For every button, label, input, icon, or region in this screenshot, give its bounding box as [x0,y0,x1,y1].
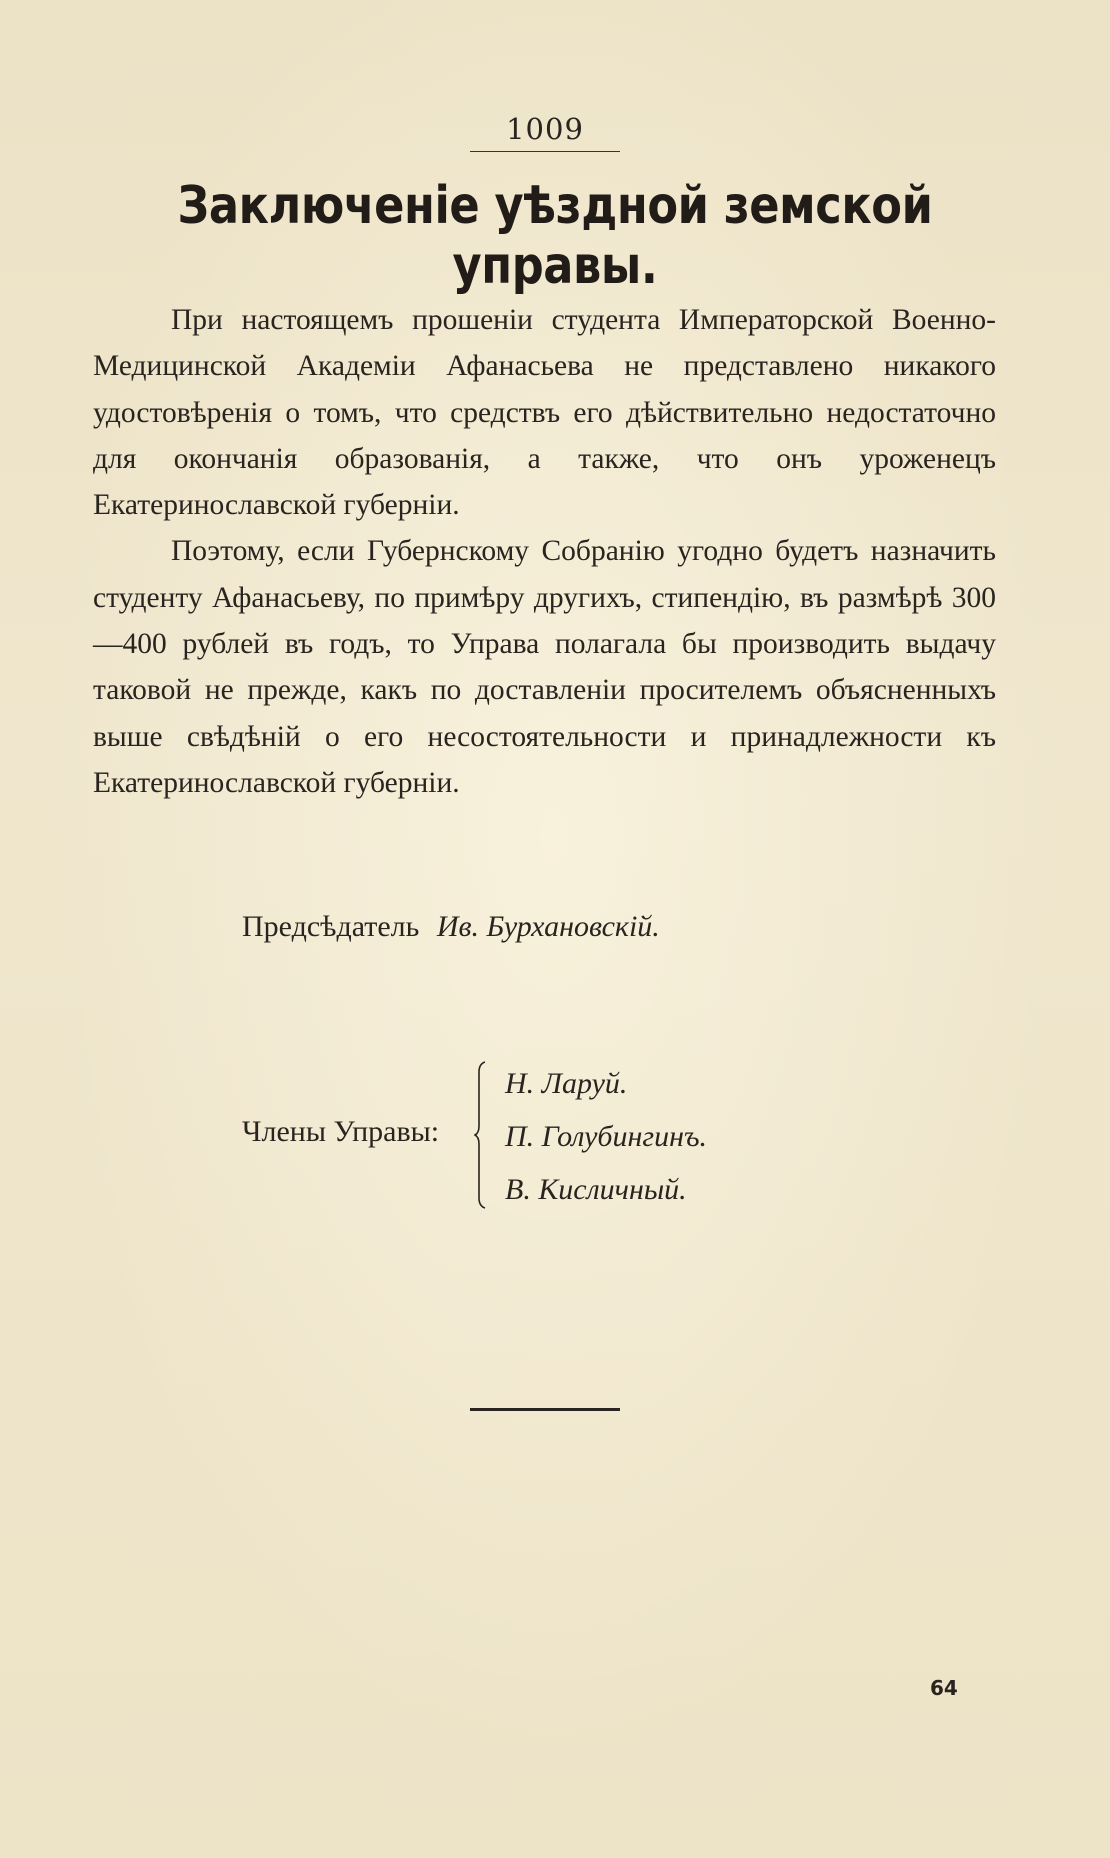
paragraph-2: Поэтому, если Губернскому Собранiю угодно будетъ назначить студенту Афанасьеву, по примѣру другихъ, стипендiю, въ размѣрѣ 300—400 рублей въ годъ, то Управа полагала бы производить выдачу таковой не прежде, какъ по доставленiи просителемъ объясненныхъ выше свѣдѣнiй о его несостоятельности и принадлежности къ Екатеринославской губернiи. [93,535,996,799]
member-name: Н. Ларуй. [505,1067,628,1100]
page-number-rule [470,151,620,152]
sheet-number: 64 [930,1676,958,1700]
end-rule [470,1408,620,1411]
chairman-label: Предсѣдатель [242,910,420,943]
chairman-name: Ив. Бурхановскiй. [436,910,660,943]
page-number: 1009 [506,112,584,146]
chairman-signature [242,910,660,944]
members-brace [474,1060,488,1210]
page-title: Заключенiе уѣздной земской управы. [177,176,933,296]
member-name: П. Голубингинъ. [505,1120,708,1153]
member-name: В. Кисличный. [505,1173,687,1206]
members-label: Члены Управы: [242,1115,440,1148]
members-list [505,1057,707,1216]
body-text [93,297,996,806]
paragraph-1: При настоящемъ прошенiи студента Императорской Военно-Медицинской Академiи Афанасьева не представлено никакого удостовѣренiя о томъ, что средствъ его дѣйствительно недостаточно для окончанiя образованiя, а также, что онъ уроженецъ Екатеринославской губернiи. [93,304,996,522]
